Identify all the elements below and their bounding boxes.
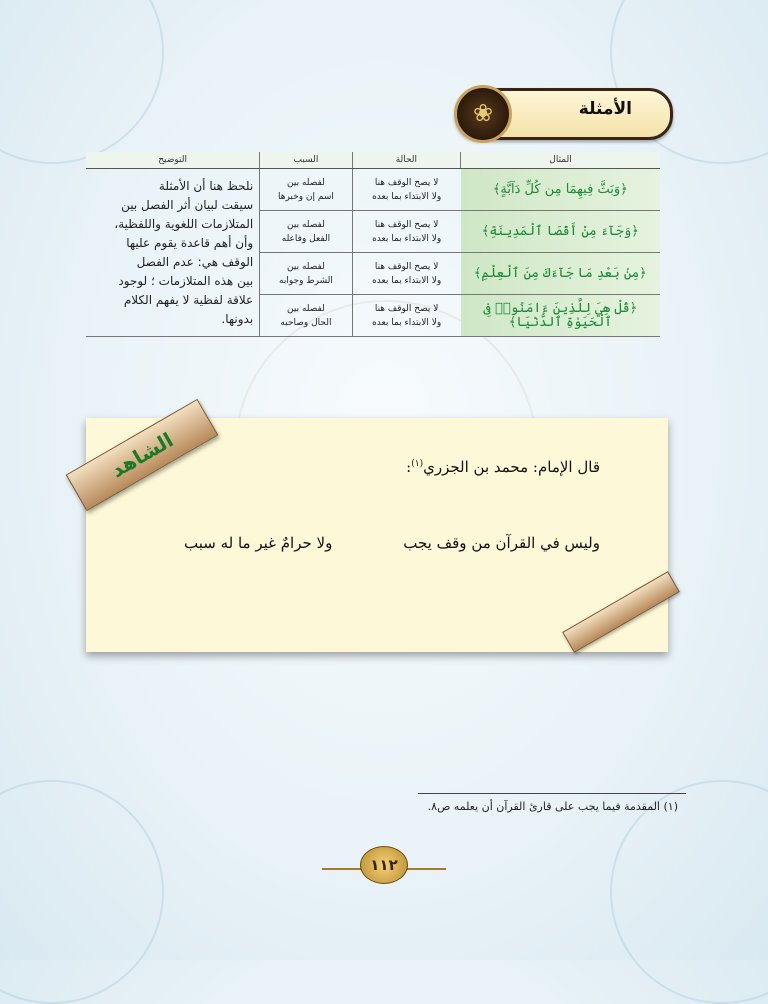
- corner-ornament: [610, 780, 768, 1004]
- reason-line: اسم إن وخبرها: [277, 191, 334, 202]
- imam-text: قال الإمام: محمد بن الجزري: [423, 458, 600, 476]
- floral-emblem-icon: ❀: [454, 85, 512, 143]
- example-ayah: ﴿مِنۢ بَعْدِ مَا جَآءَكَ مِنَ ٱلْعِلْمِ﴾: [461, 253, 660, 295]
- reason-line: لفصله بين: [287, 219, 325, 230]
- header-explanation: التوضيح: [86, 152, 260, 169]
- explanation-line: الوقف هي: عدم الفصل: [136, 254, 254, 269]
- table-row: [86, 169, 660, 211]
- explanation-line: علاقة لفظية لا يفهم الكلام: [123, 292, 254, 307]
- swirl-right: [406, 868, 446, 870]
- state-line: لا يصح الوقف هنا: [374, 261, 439, 272]
- state-cell: [352, 211, 460, 253]
- footnote-ref[interactable]: (١): [411, 459, 424, 469]
- reason-cell: [260, 295, 353, 337]
- reason-line: الشرط وجوابه: [279, 275, 333, 286]
- page-number: ١١٢: [360, 846, 408, 884]
- reason-cell: [260, 211, 353, 253]
- header-state: الحالة: [352, 152, 460, 169]
- reason-line: لفصله بين: [287, 177, 325, 188]
- state-line: ولا الابتداء بما بعده: [372, 317, 442, 328]
- explanation-line: المتلازمات اللغوية واللفظية،: [114, 216, 254, 231]
- footnote: (١) المقدمة فيما يجب على قارئ القرآن أن يعلمه ص٨.: [427, 800, 678, 813]
- table-header-row: [86, 152, 660, 169]
- state-line: ولا الابتداء بما بعده: [372, 275, 442, 286]
- reason-line: الفعل وفاعله: [281, 233, 331, 244]
- explanation-line: نلحظ هنا أن الأمثلة: [158, 178, 254, 193]
- example-ayah: ﴿قُلْ هِيَ لِلَّذِينَ ءَامَنُوا۟ فِى ٱلْحَيَوٰةِ ٱلدُّنْيَا﴾: [461, 295, 660, 337]
- state-line: ولا الابتداء بما بعده: [372, 233, 442, 244]
- verse-first-hemistich: وليس في القرآن من وقف يجب: [403, 534, 600, 552]
- explanation-cell: [86, 169, 260, 337]
- examples-table: [86, 152, 660, 337]
- state-line: ولا الابتداء بما بعده: [372, 191, 442, 202]
- evidence-ribbon: الشاهد: [66, 399, 219, 511]
- swirl-left: [322, 868, 362, 870]
- example-ayah: ﴿وَبَثَّ فِيهِمَا مِن كُلِّ دَآبَّةٍ﴾: [461, 169, 660, 211]
- imam-colon: :: [406, 458, 412, 476]
- reason-line: لفصله بين: [287, 261, 325, 272]
- explanation-line: بين هذه المتلازمات ؛ لوجود: [118, 273, 254, 288]
- state-cell: [352, 169, 460, 211]
- explanation-line: سيقت لبيان أثر الفصل بين: [121, 197, 254, 212]
- reason-cell: [260, 253, 353, 295]
- state-cell: [352, 253, 460, 295]
- state-line: لا يصح الوقف هنا: [374, 219, 439, 230]
- state-line: لا يصح الوقف هنا: [374, 303, 439, 314]
- header-reason: السبب: [260, 152, 353, 169]
- state-cell: [352, 295, 460, 337]
- section-title: الأمثلة: [578, 99, 632, 119]
- state-line: لا يصح الوقف هنا: [374, 177, 439, 188]
- header-example: المثال: [461, 152, 660, 169]
- explanation-line: بدونها.: [221, 311, 254, 326]
- reason-line: لفصله بين: [287, 303, 325, 314]
- section-title-badge: [455, 88, 673, 140]
- imam-line: [406, 458, 600, 476]
- corner-ornament: [0, 0, 164, 164]
- reason-cell: [260, 169, 353, 211]
- corner-ornament: [0, 780, 164, 1004]
- reason-line: الحال وصاحبه: [280, 317, 332, 328]
- footnote-divider: [418, 793, 686, 794]
- page-number-ornament: [322, 842, 446, 892]
- explanation-line: وأن أهم قاعدة يقوم عليها: [126, 235, 254, 250]
- example-ayah: ﴿وَجَآءَ مِنْ أَقْصَا ٱلْمَدِينَةِ﴾: [461, 211, 660, 253]
- verse-second-hemistich: ولا حرامٌ غير ما له سبب: [184, 534, 333, 552]
